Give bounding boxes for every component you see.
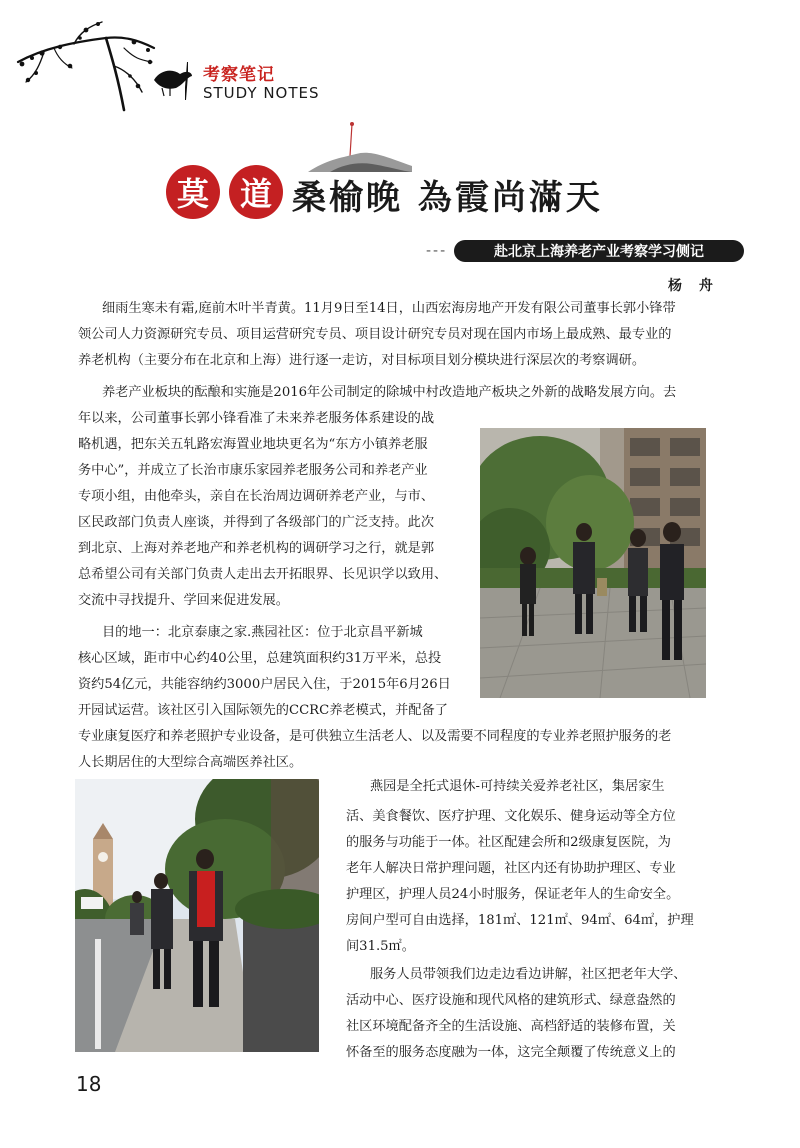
paragraph-line: 资约54亿元，共能容纳约3000户居民入住，于2015年6月26日	[78, 677, 451, 692]
paragraph-line: 养老产业板块的酝酿和实施是2016年公司制定的除城中村改造地产板块之外新的战略发展方向。去	[102, 385, 677, 400]
ink-mountain-decoration	[300, 116, 420, 176]
paragraph-line: 专项小组，由他牵头，亲自在长治周边调研养老产业，与市、	[78, 489, 435, 504]
paragraph-line: 间31.5㎡。	[346, 939, 415, 954]
paragraph-line: 略机遇，把东关五轧路宏海置业地块更名为“东方小镇养老服	[78, 437, 428, 452]
plum-branch-ink-illustration	[14, 18, 194, 118]
section-divider-slash	[185, 62, 188, 100]
paragraph-line: 的服务与功能于一体。社区配建会所和2级康复医院，为	[346, 835, 671, 850]
paragraph-line: 怀备至的服务态度融为一体，这完全颠覆了传统意义上的	[346, 1045, 676, 1060]
author-name: 杨 舟	[668, 278, 719, 294]
article-title: 桑榆晚 為霞尚滿天	[292, 178, 603, 218]
article-subtitle: 赴北京上海养老产业考察学习侧记	[454, 240, 744, 262]
paragraph-line: 总希望公司有关部门负责人走出去开拓眼界、长见识学以致用、	[78, 567, 448, 582]
paragraph-line: 到北京、上海对养老地产和养老机构的调研学习之行，就是郭	[78, 541, 435, 556]
paragraph-line: 开园试运营。该社区引入国际领先的CCRC养老模式，并配备了	[78, 703, 448, 718]
paragraph-line: 活、美食餐饮、医疗护理、文化娱乐、健身运动等全方位	[346, 809, 676, 824]
paragraph-line: 服务人员带领我们边走边看边讲解，社区把老年大学、	[370, 967, 687, 982]
paragraph-line: 核心区域，距市中心约40公里，总建筑面积约31万平米，总投	[78, 651, 442, 666]
paragraph-line: 护理区，护理人员24小时服务，保证老年人的生命安全。	[346, 887, 680, 902]
paragraph-line: 细雨生寒未有霜,庭前木叶半青黄。11月9日至14日，山西宏海房地产开发有限公司董事长郭小锋带	[102, 301, 676, 316]
paragraph-line: 务中心”，并成立了长治市康乐家园养老服务公司和养老产业	[78, 463, 428, 478]
section-title: 考察笔记	[203, 65, 275, 85]
paragraph-line: 社区环境配备齐全的生活设施、高档舒适的装修布置，关	[346, 1019, 676, 1034]
paragraph-line: 专业康复医疗和养老照护专业设备，是可供独立生活老人、以及需要不同程度的专业养老照护服务的老	[78, 729, 672, 744]
paragraph-line: 房间户型可自由选择，181㎡、121㎡、94㎡、64㎡，护理	[346, 913, 694, 928]
paragraph-line: 领公司人力资源研究专员、项目运营研究专员、项目设计研究专员对现在国内市场上最成熟、最专业的	[78, 327, 672, 342]
title-red-circle-char: 莫	[166, 165, 220, 219]
paragraph-line: 目的地一：北京泰康之家.燕园社区：位于北京昌平新城	[102, 625, 423, 640]
photo-group-courtyard	[480, 428, 706, 698]
section-title-english: STUDY NOTES	[203, 84, 320, 102]
paragraph-line: 养老机构（主要分布在北京和上海）进行逐一走访，对目标项目划分模块进行深层次的考察调研。	[78, 353, 646, 368]
title-red-circle-char: 道	[229, 165, 283, 219]
photo-walking-street	[75, 779, 319, 1052]
paragraph-line: 交流中寻找提升、学回来促进发展。	[78, 593, 289, 608]
paragraph-line: 年以来，公司董事长郭小锋看准了未来养老服务体系建设的战	[78, 411, 435, 426]
paragraph-line: 区民政部门负责人座谈，并得到了各级部门的广泛支持。此次	[78, 515, 435, 530]
paragraph-line: 老年人解决日常护理问题，社区内还有协助护理区、专业	[346, 861, 676, 876]
paragraph-line: 人长期居住的大型综合高端医养社区。	[78, 755, 303, 770]
paragraph-line: 活动中心、医疗设施和现代风格的建筑形式、绿意盎然的	[346, 993, 676, 1008]
paragraph-line: 燕园是全托式退休-可持续关爱养老社区，集居家生	[370, 779, 665, 794]
subtitle-dash: ---	[426, 243, 448, 259]
page-number: 18	[76, 1072, 102, 1096]
